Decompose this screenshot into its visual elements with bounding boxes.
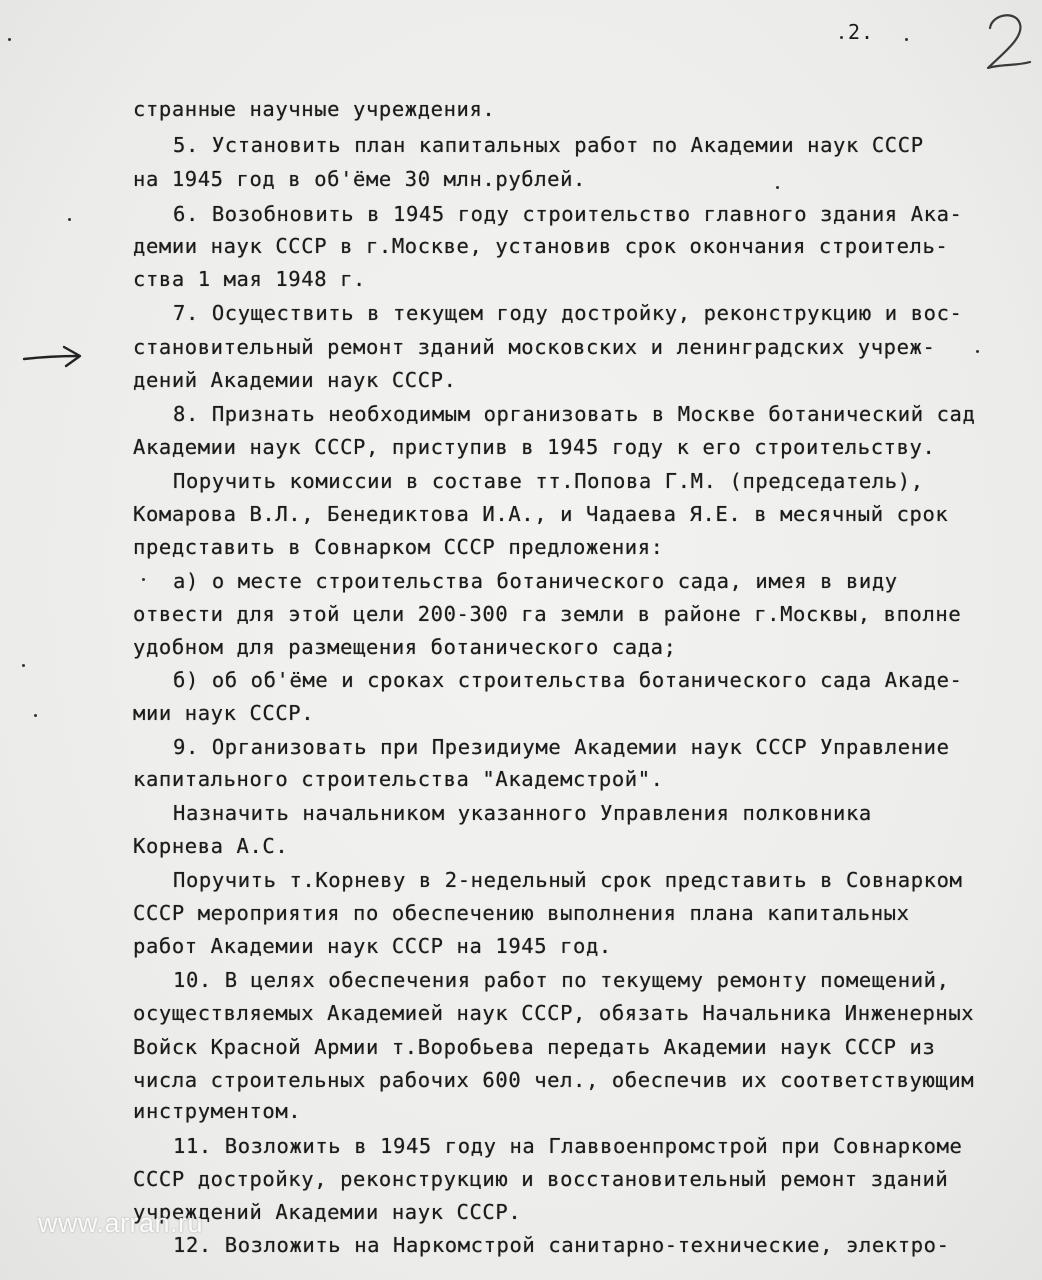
scan-speck: [68, 218, 71, 221]
scan-speck: [840, 36, 843, 39]
page-number: 2.: [848, 20, 875, 44]
paragraph-first-line: 5. Установить план капитальных работ по Академии наук СССР: [173, 133, 924, 157]
paragraph-line: дений Академии наук СССР.: [133, 368, 457, 392]
paragraph-line: представить в Совнарком СССР предложения:: [133, 535, 664, 559]
scan-speck: [905, 38, 908, 41]
scan-speck: [34, 714, 37, 717]
paragraph-first-line: 7. Осуществить в текущем году достройку, реконструкцию и вос-: [173, 301, 963, 325]
paragraph-first-line: Поручить т.Корневу в 2-недельный срок представить в Совнарком: [173, 868, 963, 892]
scan-speck: [8, 38, 11, 41]
paragraph-first-line: 6. Возобновить в 1945 году строительство главного здания Ака-: [173, 202, 963, 226]
paragraph-line: СССР мероприятия по обеспечению выполнения плана капитальных: [133, 901, 910, 925]
paragraph-first-line: 12. Возложить на Наркомстрой санитарно-технические, электро-: [173, 1233, 950, 1257]
scan-speck: [976, 350, 979, 353]
paragraph-line: становительный ремонт зданий московских и ленинградских учреж-: [133, 335, 936, 359]
scan-speck: [142, 578, 145, 581]
paragraph-line: СССР достройку, реконструкцию и восстановительный ремонт зданий: [133, 1167, 949, 1191]
paragraph-first-line: 8. Признать необходимым организовать в Москве ботанический сад: [173, 402, 976, 426]
site-watermark: www.arran.ru: [38, 1208, 204, 1238]
paragraph-line: Корнева А.С.: [133, 834, 289, 858]
paragraph-first-line: б) об об'ёме и сроках строительства ботанического сада Акаде-: [173, 668, 963, 692]
paragraph-line: Академии наук СССР, приступив в 1945 году к его строительству.: [133, 435, 936, 459]
paragraph-line: учреждений Академии наук СССР.: [133, 1200, 522, 1224]
paragraph-first-line: а) о месте строительства ботанического сада, имея в виду: [173, 569, 898, 593]
paragraph-line: работ Академии наук СССР на 1945 год.: [133, 934, 612, 958]
paragraph-line: Войск Красной Армии т.Воробьева передать Академии наук СССР из: [133, 1035, 936, 1059]
paragraph-line: на 1945 год в об'ёме 30 млн.рублей.: [133, 167, 586, 191]
paragraph-line: числа строительных рабочих 600 чел., обеспечив их соответствующим: [133, 1068, 975, 1092]
paragraph-line: инструментом.: [133, 1099, 302, 1123]
paragraph-line: отвести для этой цели 200-300 га земли в районе г.Москвы, вполне: [133, 602, 962, 626]
paragraph-line: капитального строительства "Академстрой".: [133, 767, 664, 791]
paragraph-line: мии наук СССР.: [133, 701, 315, 725]
paragraph-line: ства 1 мая 1948 г.: [133, 267, 366, 291]
paragraph-line: Комарова В.Л., Бенедиктова И.А., и Чадаева Я.Е. в месячный срок: [133, 502, 949, 526]
paragraph-line: осуществляемых Академией наук СССР, обязать Начальника Инженерных: [133, 1001, 975, 1025]
paragraph-first-line: Поручить комиссии в составе тт.Попова Г.М. (председатель),: [173, 469, 924, 493]
paragraph-first-line: Назначить начальником указанного Управления полковника: [173, 801, 872, 825]
paragraph-first-line: 11. Возложить в 1945 году на Главвоенпромстрой при Совнаркоме: [173, 1134, 963, 1158]
scan-speck: [22, 664, 25, 667]
paragraph-line: демии наук СССР в г.Москве, установив срок окончания строитель-: [133, 234, 949, 258]
paragraph-first-line: 10. В целях обеспечения работ по текущему ремонту помещений,: [173, 968, 950, 992]
paragraph-line: удобном для размещения ботанического сада;: [133, 635, 677, 659]
scan-speck: [776, 186, 779, 189]
paragraph-first-line: странные научные учреждения.: [133, 97, 496, 121]
paragraph-first-line: 9. Организовать при Президиуме Академии наук СССР Управление: [173, 735, 950, 759]
